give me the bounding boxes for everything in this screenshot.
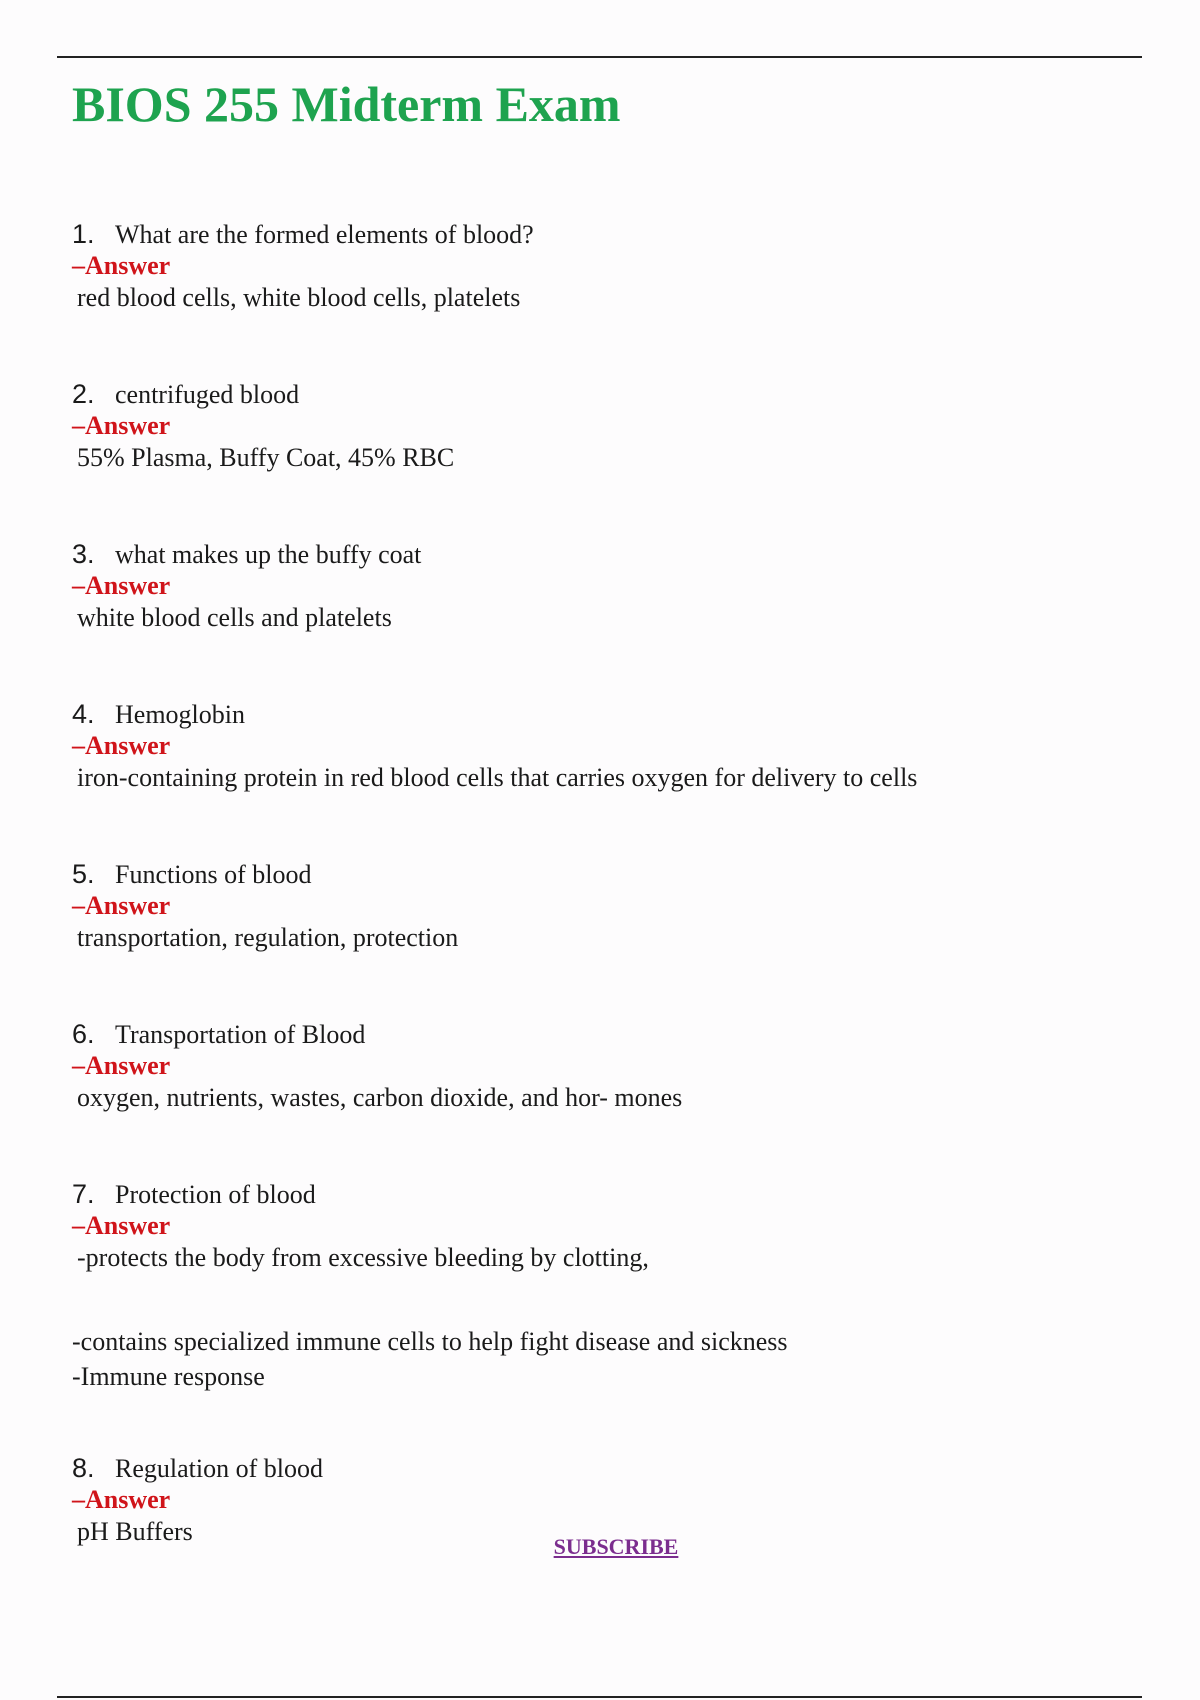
answer-text: -Immune response [72, 1362, 265, 1391]
question-text: Protection of blood [115, 1180, 316, 1209]
subscribe-link[interactable]: SUBSCRIBE [553, 1534, 679, 1559]
answer-text: transportation, regulation, protection [77, 923, 459, 952]
question-item [72, 858, 1142, 954]
question-text: centrifuged blood [115, 380, 300, 409]
question-line [72, 1452, 1142, 1484]
answer-label: –Answer [72, 1211, 171, 1240]
answer-text: red blood cells, white blood cells, platelets [77, 283, 521, 312]
question-line [72, 378, 1142, 410]
top-rule [57, 56, 1142, 58]
question-text: Functions of blood [115, 860, 312, 889]
question-number: 1. [72, 219, 95, 249]
question-text: Regulation of blood [115, 1454, 323, 1483]
answer-text: 55% Plasma, Buffy Coat, 45% RBC [77, 443, 455, 472]
question-item [72, 1178, 1142, 1394]
question-text: Hemoglobin [115, 700, 245, 729]
question-number: 7. [72, 1179, 95, 1209]
question-text: what makes up the buffy coat [115, 540, 422, 569]
question-list [72, 218, 1142, 1612]
question-line [72, 858, 1142, 890]
question-line [72, 1178, 1142, 1210]
question-line [72, 538, 1142, 570]
question-number: 4. [72, 699, 95, 729]
question-line [72, 1018, 1142, 1050]
answer-label: –Answer [72, 1051, 171, 1080]
question-item [72, 1018, 1142, 1114]
question-item [72, 538, 1142, 634]
question-number: 3. [72, 539, 95, 569]
answer-text: -contains specialized immune cells to help fight disease and sickness [72, 1327, 788, 1356]
question-item [72, 378, 1142, 474]
question-text: What are the formed elements of blood? [115, 220, 534, 249]
answer-label: –Answer [72, 891, 171, 920]
question-number: 5. [72, 859, 95, 889]
answer-text: -protects the body from excessive bleeding by clotting, [77, 1243, 649, 1272]
question-text: Transportation of Blood [115, 1020, 366, 1049]
answer-label: –Answer [72, 731, 171, 760]
question-number: 8. [72, 1453, 95, 1483]
question-item [72, 698, 1142, 794]
answer-label: –Answer [72, 251, 171, 280]
answer-label: –Answer [72, 571, 171, 600]
answer-label: –Answer [72, 1485, 171, 1514]
answer-text: pH Buffers [77, 1517, 193, 1546]
answer-label: –Answer [72, 411, 171, 440]
question-number: 6. [72, 1019, 95, 1049]
bottom-rule [57, 1696, 1142, 1698]
answer-text: white blood cells and platelets [77, 603, 392, 632]
answer-text: oxygen, nutrients, wastes, carbon dioxide, and hor- mones [77, 1083, 683, 1112]
question-line [72, 218, 1142, 250]
page-title: BIOS 255 Midterm Exam [72, 76, 621, 132]
question-number: 2. [72, 379, 95, 409]
question-item [72, 218, 1142, 314]
question-line [72, 698, 1142, 730]
answer-text: iron-containing protein in red blood cells that carries oxygen for delivery to cells [77, 763, 918, 792]
